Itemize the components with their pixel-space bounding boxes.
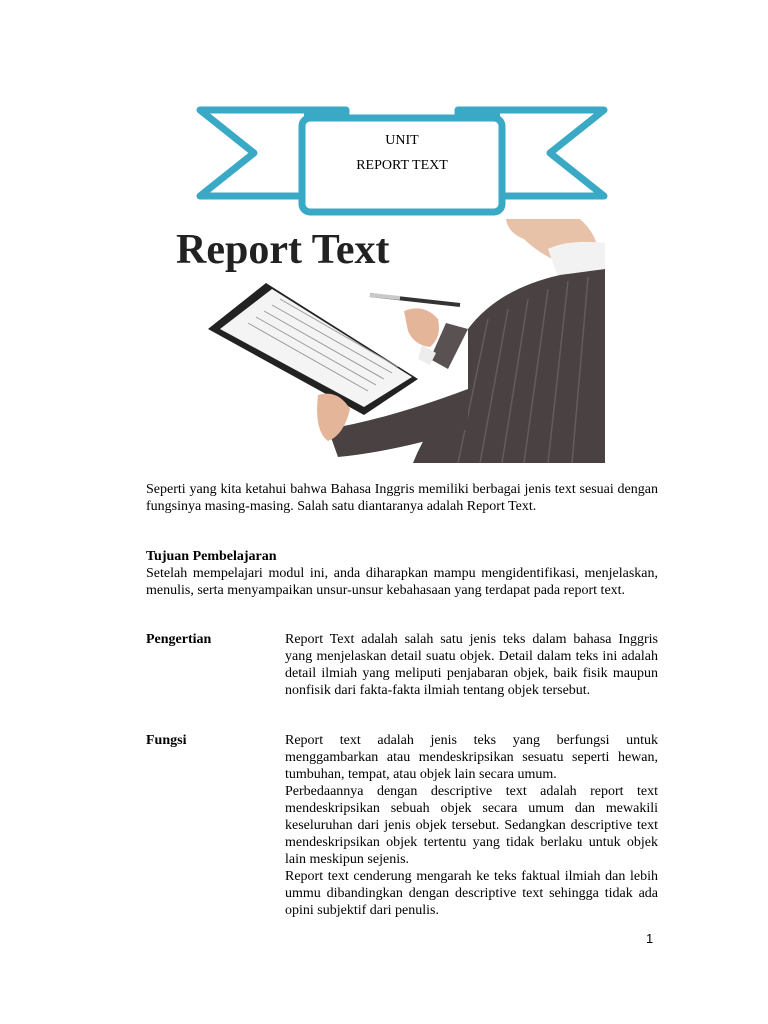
definition-text: Report Text adalah salah satu jenis teks dalam bahasa Inggris yang menjelaskan detail suatu objek. Detail dalam teks ini adalah detail ilmiah yang meliputi penjabaran objek, baik fisik maupun nonfisik dari fakta-fakta ilmiah tentang objek tersebut. xyxy=(285,632,658,698)
report-text-illustration xyxy=(168,219,605,463)
objective-text: Setelah mempelajari modul ini, anda diharapkan mampu mengidentifikasi, menjelaskan, menulis, serta menyampaikan unsur-unsur kebahasaan yang terdapat pada report text. xyxy=(146,566,658,598)
banner-line-unit: UNIT xyxy=(385,133,419,148)
intro-paragraph: Seperti yang kita ketahui bahwa Bahasa Inggris memiliki berbagai jenis text sesuai dengan fungsinya masing-masing. Salah satu diantaranya adalah Report Text. xyxy=(146,482,658,514)
definition-term: Pengertian xyxy=(146,632,212,647)
banner-line-report-text: REPORT TEXT xyxy=(356,158,448,173)
hero-title: Report Text xyxy=(176,227,390,273)
function-paragraph: Report text adalah jenis teks yang berfungsi untuk menggambarkan atau mendeskripsikan sesuatu seperti hewan, tumbuhan, tempat, atau objek lain secara umum. xyxy=(285,733,658,782)
objective-heading: Tujuan Pembelajaran xyxy=(146,549,277,564)
function-text xyxy=(285,732,658,919)
objective-section xyxy=(146,548,658,599)
function-paragraph: Report text cenderung mengarah ke teks faktual ilmiah dan lebih ummu dibandingkan dengan descriptive text sehingga tidak ada opini subjektif dari penulis. xyxy=(285,869,658,918)
function-paragraph: Perbedaannya dengan descriptive text adalah report text mendeskripsikan sebuah objek secara umum dan mewakili keseluruhan dari jenis objek tersebut. Sedangkan descriptive text mendeskripsikan objek tertentu yang tidak berlaku untuk objek lain meskipun sejenis. xyxy=(285,784,658,867)
banner-title xyxy=(303,128,501,178)
page-number: 1 xyxy=(646,931,654,946)
function-term: Fungsi xyxy=(146,733,187,748)
